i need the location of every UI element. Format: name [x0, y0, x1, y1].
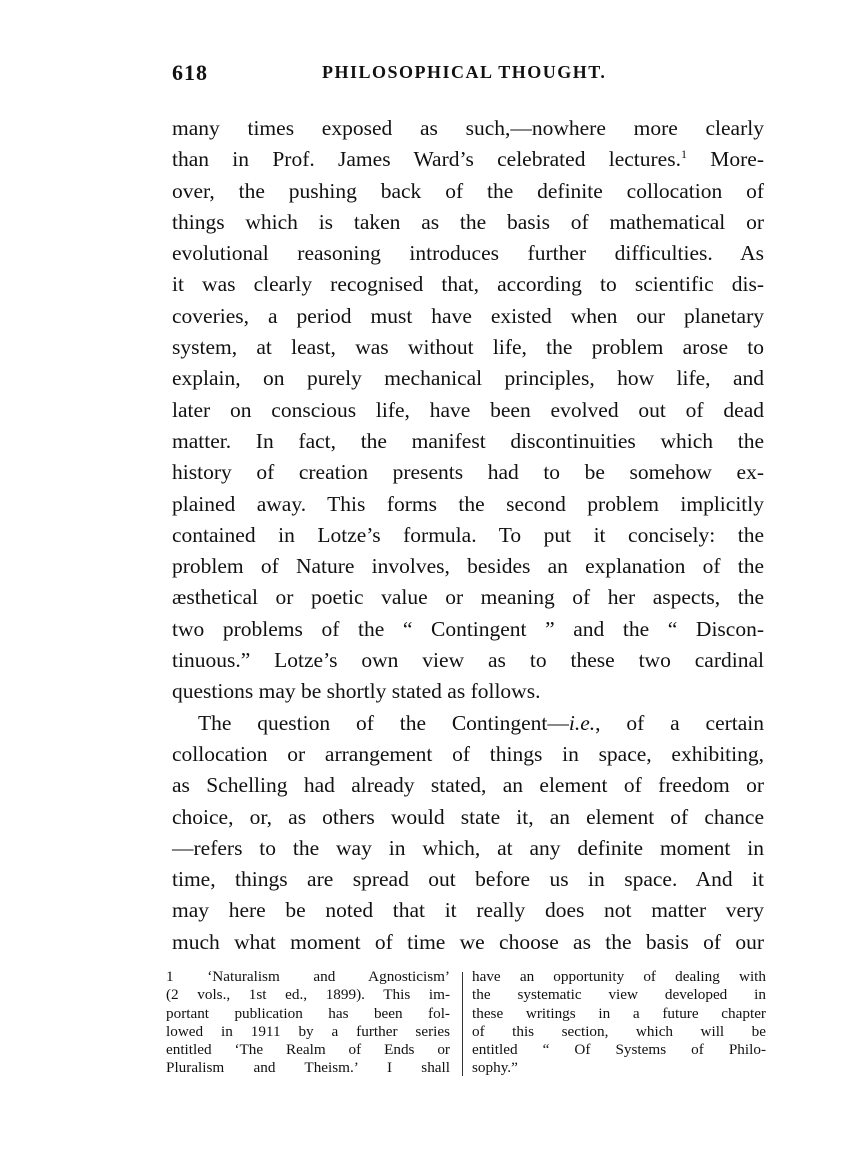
- footnote-line: entitled ‘The Realm of Ends or: [166, 1041, 450, 1059]
- running-title: PHILOSOPHICAL THOUGHT.: [322, 62, 607, 82]
- footnote-column-right: [472, 968, 766, 1078]
- text-line: as Schelling had already stated, an element of freedom or: [172, 773, 764, 798]
- text-line: much what moment of time we choose as the basis of our: [172, 929, 764, 954]
- text-segment: More-: [710, 147, 764, 172]
- text-segment: The question of the Contingent—: [198, 710, 569, 735]
- text-line: many times exposed as such,—nowhere more clearly: [172, 116, 764, 140]
- footnote-line: the systematic view developed in: [472, 986, 766, 1004]
- text-line: problem of Nature involves, besides an explanation of the: [172, 554, 764, 579]
- footnote-line: of this section, which will be: [472, 1022, 766, 1040]
- text-line: plained away. This forms the second problem implicitly: [172, 491, 764, 516]
- footnote-line: these writings in a future chapter: [472, 1004, 766, 1022]
- footnote-line: have an opportunity of dealing with: [472, 968, 766, 985]
- text-line: evolutional reasoning introduces further difficulties. As: [172, 241, 764, 266]
- text-line: [172, 708, 764, 739]
- text-segment: , of a certain: [595, 710, 765, 735]
- text-line: it was clearly recognised that, according to scientific dis-: [172, 272, 764, 297]
- footnotes: [166, 968, 766, 1088]
- text-line: coveries, a period must have existed when our planetary: [172, 303, 764, 328]
- body-text: [172, 113, 764, 958]
- page-number: 618: [172, 60, 208, 85]
- footnote-line: portant publication has been fol-: [166, 1004, 450, 1022]
- text-line: choice, or, as others would state it, an element of chance: [172, 804, 764, 829]
- text-line: system, at least, was without life, the problem arose to: [172, 335, 764, 360]
- text-line: over, the pushing back of the definite collocation of: [172, 178, 764, 203]
- text-line: two problems of the “ Contingent ” and the “ Discon-: [172, 616, 764, 641]
- text-line: explain, on purely mechanical principles, how life, and: [172, 366, 764, 391]
- footnote-divider: [462, 972, 463, 1076]
- footnote-line: sophy.”: [472, 1059, 518, 1077]
- text-line: time, things are spread out before us in space. And it: [172, 867, 764, 892]
- text-line: tinuous.” Lotze’s own view as to these two cardinal: [172, 648, 764, 673]
- footnote-ref: 1: [680, 147, 687, 162]
- footnote-line: entitled “ Of Systems of Philo-: [472, 1041, 766, 1059]
- text-line: things which is taken as the basis of mathematical or: [172, 209, 764, 234]
- footnote-line: (2 vols., 1st ed., 1899). This im-: [166, 986, 450, 1004]
- text-line: later on conscious life, have been evolved out of dead: [172, 397, 764, 422]
- footnote-line: lowed in 1911 by a further series: [166, 1022, 450, 1040]
- italic-abbreviation: i.e.: [568, 710, 596, 735]
- text-line: collocation or arrangement of things in space, exhibiting,: [172, 741, 764, 766]
- text-line: questions may be shortly stated as follows.: [172, 679, 541, 704]
- text-line: history of creation presents had to be somehow ex-: [172, 460, 764, 485]
- text-line: contained in Lotze’s formula. To put it concisely: the: [172, 522, 764, 547]
- text-line: matter. In fact, the manifest discontinuities which the: [172, 428, 764, 453]
- text-line: may here be noted that it really does not matter very: [172, 898, 764, 923]
- text-line: [172, 144, 764, 175]
- text-line: —refers to the way in which, at any definite moment in: [172, 835, 764, 860]
- text-line: æsthetical or poetic value or meaning of her aspects, the: [172, 585, 764, 610]
- footnote-line: 1 ‘Naturalism and Agnosticism’: [166, 968, 450, 985]
- text-segment: than in Prof. James Ward’s celebrated lectures.: [172, 147, 681, 172]
- footnote-column-left: [166, 968, 450, 1078]
- footnote-line: Pluralism and Theism.’ I shall: [166, 1059, 450, 1077]
- running-head: [172, 60, 772, 90]
